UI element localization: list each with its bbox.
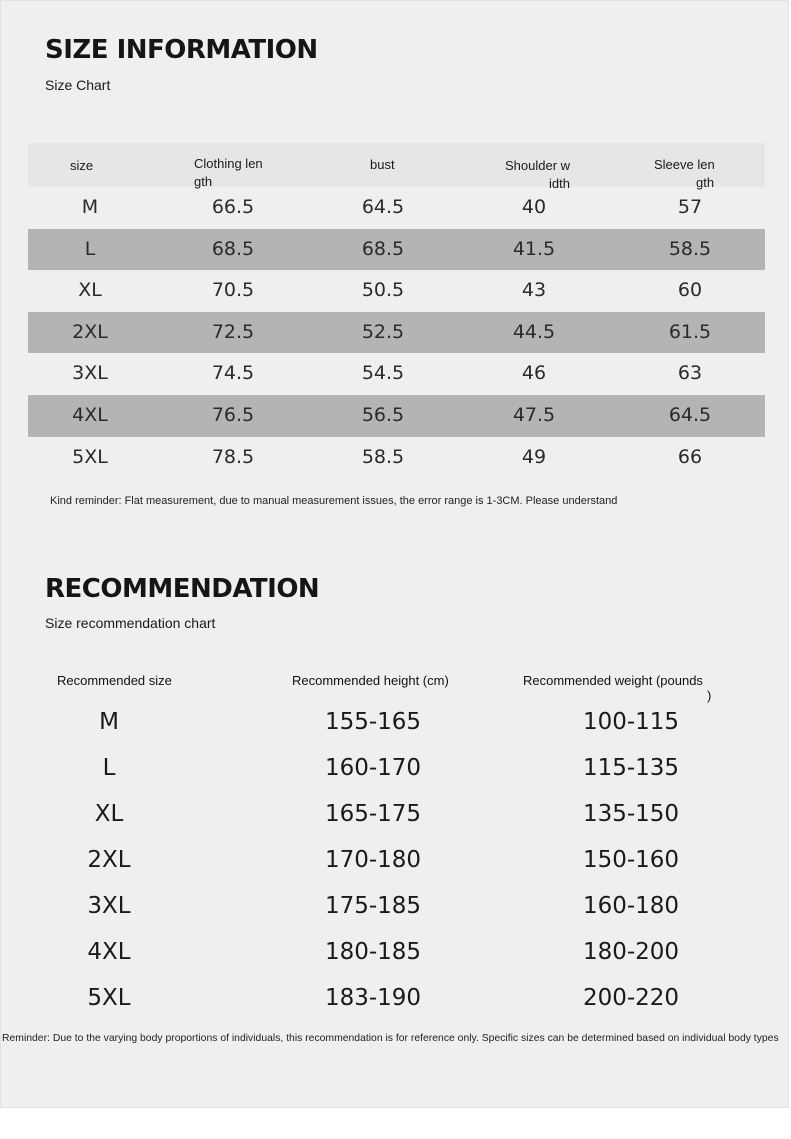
rec-weight: 180-200 (582, 939, 680, 965)
cell-size: L (84, 237, 96, 260)
rec-weight: 100-115 (582, 709, 680, 735)
cell-shoulder: 49 (521, 445, 547, 468)
cell-sleeve: 66 (677, 445, 703, 468)
rec-height: 155-165 (324, 709, 422, 735)
recommendation-row-3xl (1, 883, 790, 929)
cell-size: 2XL (72, 320, 108, 343)
cell-shoulder: 43 (521, 279, 547, 302)
cell-sleeve: 63 (677, 362, 703, 385)
rec-height: 160-170 (324, 755, 422, 781)
cell-sleeve: 61.5 (668, 320, 712, 343)
cell-bust: 56.5 (361, 403, 405, 426)
recommendation-row-4xl (1, 929, 790, 975)
cell-size: 4XL (72, 403, 108, 426)
rec-size: M (99, 709, 119, 735)
recommendation-row-m (1, 699, 790, 745)
cell-shoulder: 41.5 (512, 237, 556, 260)
cell-sleeve: 57 (677, 196, 703, 218)
cell-size: XL (78, 279, 102, 302)
rec-weight: 160-180 (582, 893, 680, 919)
header-shoulder-width: Shoulder w idth (505, 158, 571, 191)
rec-size: XL (94, 801, 124, 827)
cell-bust: 68.5 (361, 237, 405, 260)
cell-length: 70.5 (211, 279, 255, 302)
rec-weight: 135-150 (582, 801, 680, 827)
cell-sleeve: 64.5 (668, 403, 712, 426)
rec-height: 175-185 (324, 893, 422, 919)
recommendation-reminder: Reminder: Due to the varying body proportions of individuals, this recommendation is for reference only. Specific sizes can be determined based on individual body types (2, 1033, 779, 1044)
header-sleeve-length: Sleeve len gth (654, 157, 715, 190)
size-chart-header (28, 143, 765, 191)
recommendation-title: RECOMMENDATION (45, 574, 320, 604)
header-bust: bust (370, 157, 395, 172)
cell-sleeve: 58.5 (668, 237, 712, 260)
cell-bust: 54.5 (361, 362, 405, 385)
cell-length: 74.5 (211, 362, 255, 385)
rec-size: 4XL (87, 939, 131, 965)
size-row-l (28, 229, 765, 271)
rec-weight: 150-160 (582, 847, 680, 873)
cell-size: 5XL (72, 445, 108, 468)
cell-length: 66.5 (211, 196, 255, 218)
size-information-title: SIZE INFORMATION (45, 35, 318, 65)
size-row-5xl (28, 437, 765, 479)
rec-size: 5XL (87, 985, 131, 1011)
header-recommended-height: Recommended height (cm) (292, 673, 449, 688)
cell-size: 3XL (72, 362, 108, 385)
rec-height: 170-180 (324, 847, 422, 873)
cell-shoulder: 47.5 (512, 403, 556, 426)
cell-bust: 64.5 (361, 196, 405, 218)
rec-weight: 200-220 (582, 985, 680, 1011)
recommendation-subtitle: Size recommendation chart (45, 615, 216, 631)
rec-height: 183-190 (324, 985, 422, 1011)
header-recommended-weight: Recommended weight (pounds ) (523, 673, 712, 703)
cell-length: 72.5 (211, 320, 255, 343)
cell-shoulder: 44.5 (512, 320, 556, 343)
cell-size: M (81, 196, 99, 218)
rec-size: 2XL (87, 847, 131, 873)
rec-size: 3XL (87, 893, 131, 919)
size-chart-table (28, 143, 765, 478)
header-clothing-length: Clothing len gth (194, 156, 263, 189)
size-chart-subtitle: Size Chart (45, 77, 111, 93)
recommendation-row-2xl (1, 837, 790, 883)
cell-sleeve: 60 (677, 279, 703, 302)
rec-height: 180-185 (324, 939, 422, 965)
size-row-2xl (28, 312, 765, 354)
cell-bust: 52.5 (361, 320, 405, 343)
header-recommended-size: Recommended size (57, 673, 172, 688)
size-row-3xl (28, 353, 765, 395)
recommendation-row-l (1, 745, 790, 791)
size-row-4xl (28, 395, 765, 437)
cell-bust: 50.5 (361, 279, 405, 302)
cell-bust: 58.5 (361, 445, 405, 468)
measurement-reminder: Kind reminder: Flat measurement, due to manual measurement issues, the error range is 1-3CM. Please understand (50, 495, 618, 507)
cell-shoulder: 40 (521, 196, 547, 218)
cell-length: 68.5 (211, 237, 255, 260)
recommendation-row-5xl (1, 975, 790, 1021)
rec-height: 165-175 (324, 801, 422, 827)
size-row-xl (28, 270, 765, 312)
cell-length: 78.5 (211, 445, 255, 468)
size-row-m (28, 187, 765, 229)
rec-size: L (102, 755, 116, 781)
header-size: size (70, 158, 94, 173)
recommendation-row-xl (1, 791, 790, 837)
cell-length: 76.5 (211, 403, 255, 426)
rec-weight: 115-135 (582, 755, 680, 781)
cell-shoulder: 46 (521, 362, 547, 385)
